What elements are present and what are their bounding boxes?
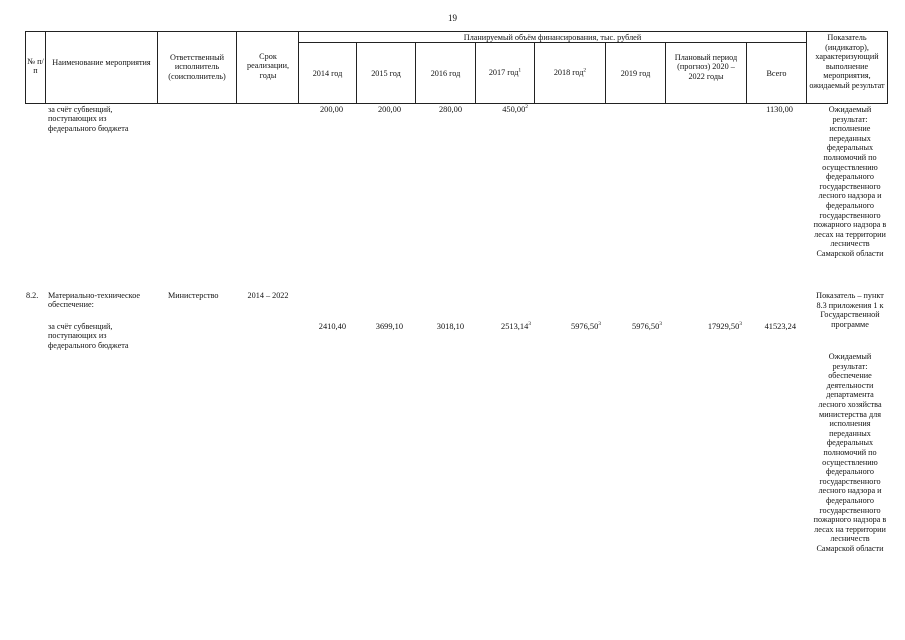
row-responsible: Министерство (168, 291, 219, 300)
header-2016: 2016 год (430, 69, 461, 78)
header-total: Всего (766, 69, 787, 78)
header-2018: 2018 год$^2$ (553, 67, 587, 77)
row-term: 2014 – 2022 (247, 291, 289, 300)
row-name: Материально-техническое обеспечение: (48, 291, 141, 310)
cell-2019: 5976,50$^3$ (632, 321, 662, 331)
header-num: № п/п (27, 57, 44, 76)
header-period: Плановый период (прогноз) 2020 – 2022 годы (674, 53, 738, 81)
cell-2014: 2410,40 (318, 322, 346, 331)
row-num: 8.2. (26, 291, 39, 300)
cell-2016: 3018,10 (436, 322, 464, 331)
header-indicator: Показатель (индикатор), характеризующий выполнение мероприятия, ожидаемый результат (809, 33, 885, 90)
cell-indicator-2: Ожидаемый результат: обеспечение деятельности департамента лесного хозяйства министерства для исполнения переданных федеральных полномочий по осуществлению федерального государственного лесного надзора и федерального государственного пожарного надзора в лесах на территории лесничеств Самарской области (813, 352, 887, 553)
header-financing-group: Планируемый объём финансирования, тыс. рублей (463, 33, 642, 42)
header-name: Наименование мероприятия (52, 58, 151, 67)
cell-total: 41523,24 (764, 322, 796, 331)
header-2014: 2014 год (312, 69, 343, 78)
cell-indicator: Ожидаемый результат: исполнение переданных федеральных полномочий по осуществлению федерального государственного лесного надзора и федерального государственного пожарного надзора в лесах на территории лесничеств Самарской области (813, 105, 887, 258)
row-name-sub: за счёт субвенций, поступающих из федерального бюджета (48, 322, 129, 350)
cell-2015: 200,00 (377, 105, 401, 114)
header-2015: 2015 год (371, 69, 401, 78)
cell-2017: 450,00$^2$ (502, 104, 528, 114)
header-responsible: Ответственный исполнитель (соисполнитель) (168, 53, 226, 81)
cell-2015: 3699,10 (375, 322, 403, 331)
cell-2016: 280,00 (438, 105, 462, 114)
page-number: 19 (448, 13, 457, 23)
cell-2017: 2513,14$^3$ (501, 321, 531, 331)
header-term: Срок реализации, годы (246, 52, 290, 80)
cell-2014: 200,00 (319, 105, 343, 114)
cell-indicator-1: Показатель – пункт 8.3 приложения 1 к Государственной программе (816, 291, 884, 329)
header-2017: 2017 год$^1$ (488, 67, 522, 77)
header-2019: 2019 год (620, 69, 651, 78)
cell-2018: 5976,50$^3$ (571, 321, 601, 331)
cell-period: 17929,50$^3$ (707, 321, 742, 331)
row-name: за счёт субвенций, поступающих из федерального бюджета (48, 105, 129, 133)
cell-total: 1130,00 (766, 105, 793, 114)
